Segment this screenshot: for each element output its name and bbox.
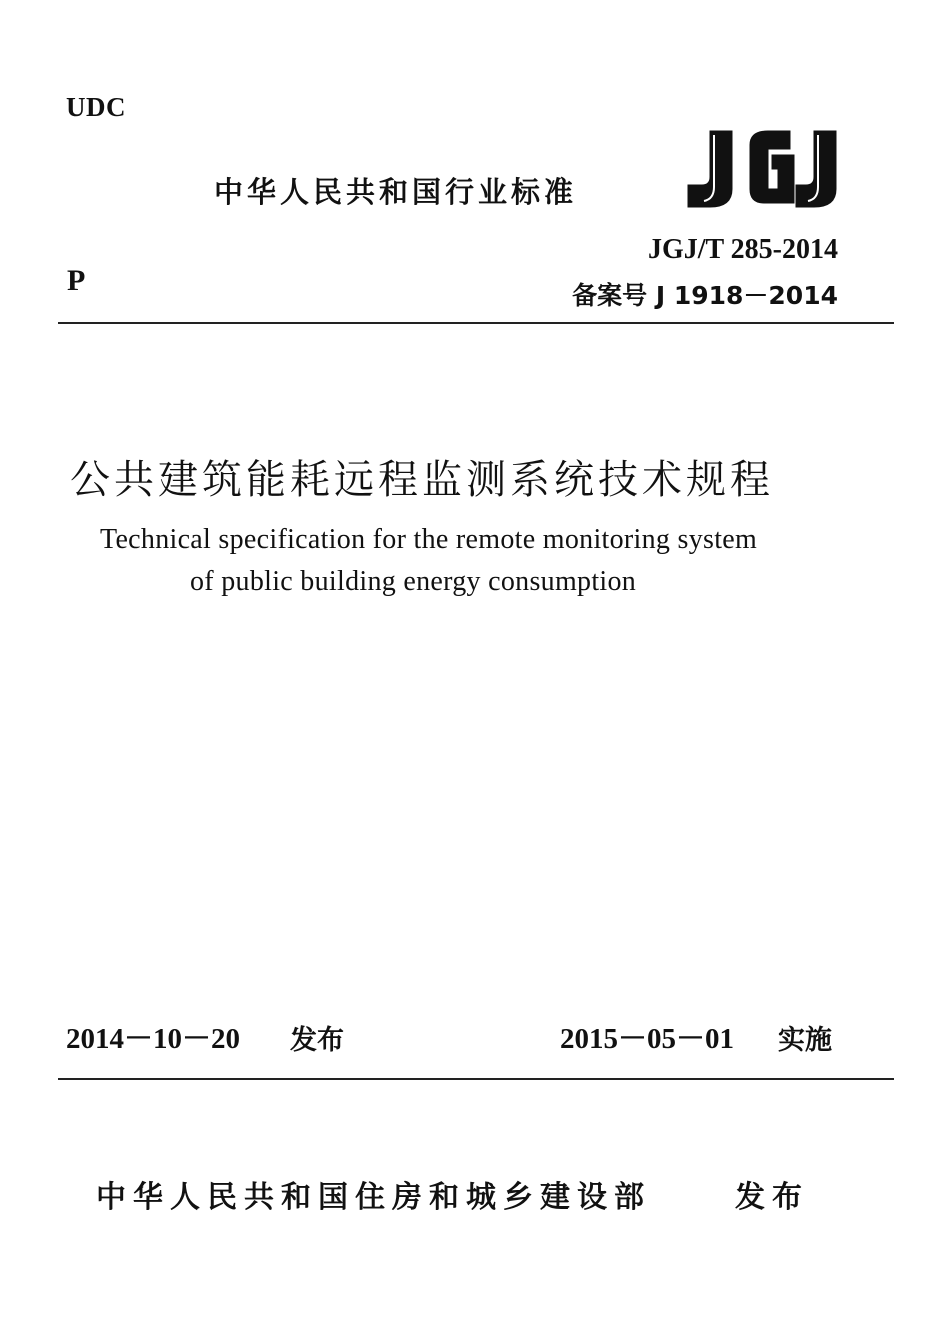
standard-code: JGJ/T 285-2014 [647,234,838,265]
bottom-divider [58,1078,894,1080]
udc-label: UDC [66,92,126,122]
record-number: 备案号 J 1918－2014 [572,281,838,310]
document-title-chinese: 公共建筑能耗远程监测系统技术规程 [70,457,774,503]
document-title-english-line1: Technical specification for the remote monitoring system [100,524,758,555]
document-title-english-line2: of public building energy consumption [190,566,637,597]
release-date: 2014－10－20 [66,1023,241,1055]
classification-letter: P [67,264,86,297]
logo-text: JGJ [680,211,682,212]
effective-date: 2015－05－01 [560,1023,735,1055]
effective-label: 实施 [778,1025,832,1056]
issuing-authority: 中华人民共和国住房和城乡建设部 [96,1180,651,1215]
issue-label: 发布 [735,1180,809,1215]
jgj-logo [680,125,840,213]
industry-standard-heading: 中华人民共和国行业标准 [214,175,578,209]
top-divider [58,322,894,324]
release-label: 发布 [290,1025,344,1056]
